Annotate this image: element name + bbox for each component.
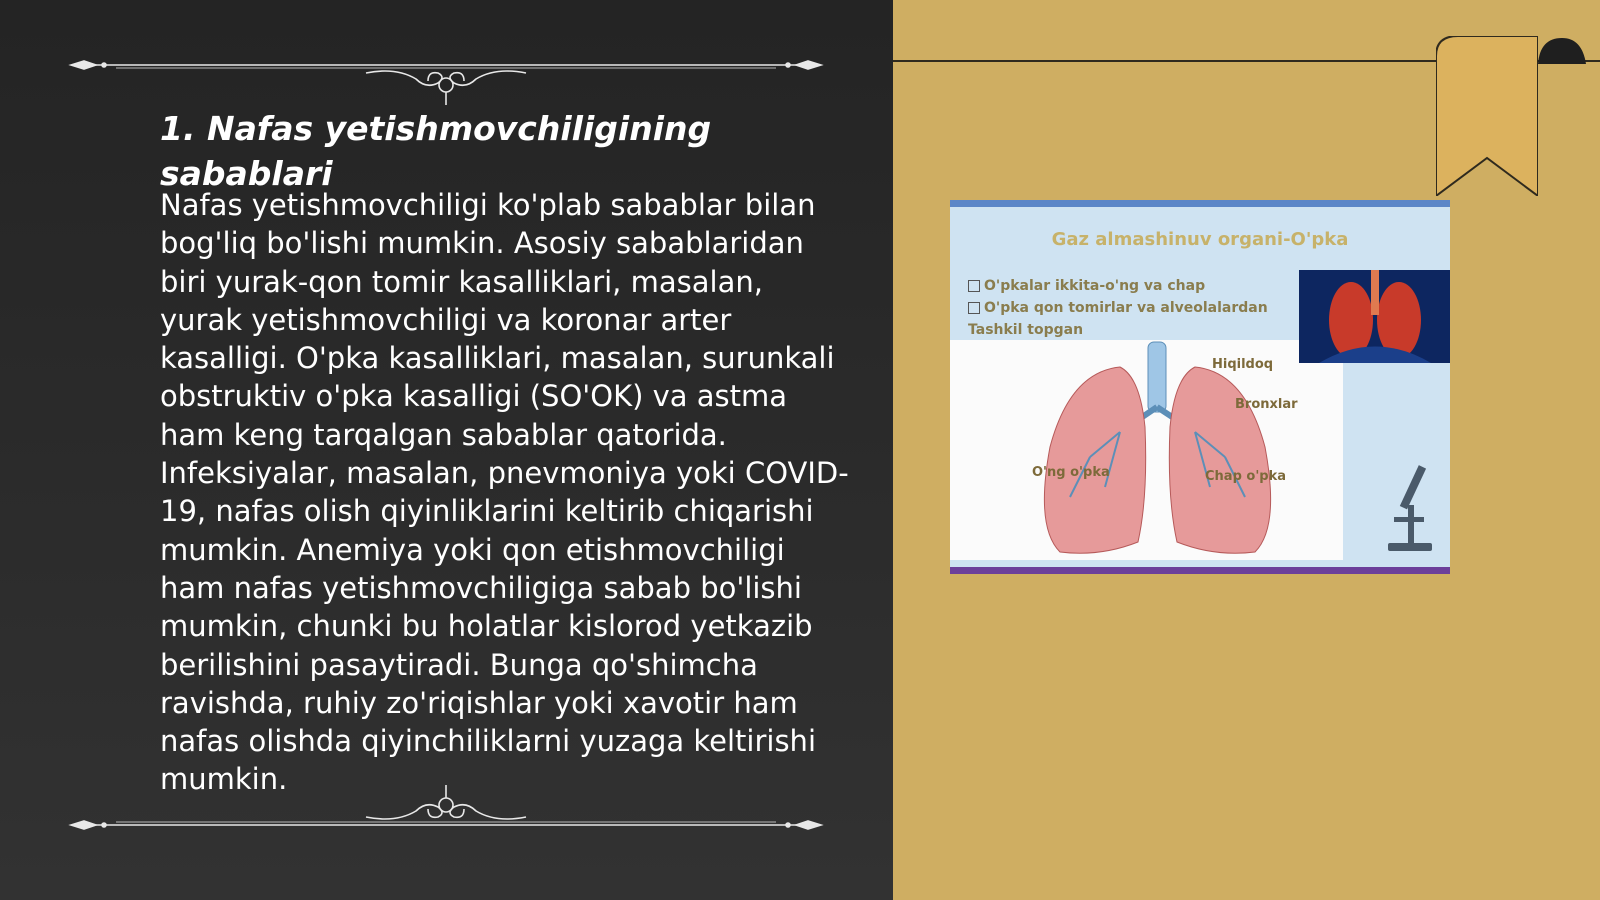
figure-title: Gaz almashinuv organi-O'pka xyxy=(1051,229,1349,250)
slide-body-text: Nafas yetishmovchiligi ko'plab sabablar bilan bog'liq bo'lishi mumkin. Asosiy sabablaridan biri yurak-qon tomir kasalliklari, masalan, yurak yetishmovchiligi va koronar arter kasalligi. O'pka kasalliklari, masalan, surunkali obstruktiv o'pka kasalligi (SO'OK) va astma ham keng tarqalgan sabablar qatorida. Infeksiyalar, masalan, pnevmoniya yoki COVID-19, nafas olish qiyinliklarini keltirib chiqarishi mumkin. Anemiya yoki qon etishmovchiligi ham nafas yetishmovchiligiga sabab bo'lishi mumkin, chunki bu holatlar kislorod yetkazib berilishini pasaytiradi. Bunga qo'shimcha ravishda, ruhiy zo'riqishlar yoki xavotir ham nafas olishda qiyinchiliklarni yuzaga keltirishi mumkin. xyxy=(160,188,849,797)
figure-bullet: Tashkil topgan xyxy=(968,322,1084,338)
chest-xray-image xyxy=(1299,270,1450,363)
label-right-lung: O'ng o'pka xyxy=(1032,465,1110,480)
checkbox-icon xyxy=(968,280,980,292)
ribbon-curl-icon xyxy=(1530,36,1590,66)
label-bronchi: Bronxlar xyxy=(1235,397,1298,412)
checkbox-icon xyxy=(968,302,980,314)
figure-bullet: O'pkalar ikkita-o'ng va chap xyxy=(968,275,1268,297)
label-trachea: Hiqildoq xyxy=(1212,357,1274,372)
lung-figure xyxy=(950,200,1450,574)
ornament-divider-icon xyxy=(66,45,826,105)
slide-title: 1. Nafas yetishmovchiligining sabablari xyxy=(160,109,712,193)
figure-bullet: O'pka qon tomirlar va alveolalardan xyxy=(968,297,1268,319)
figure-bullets xyxy=(968,275,1268,341)
bookmark-ribbon-icon xyxy=(1436,36,1538,196)
microscope-icon xyxy=(1380,455,1440,555)
label-left-lung: Chap o'pka xyxy=(1205,469,1287,484)
